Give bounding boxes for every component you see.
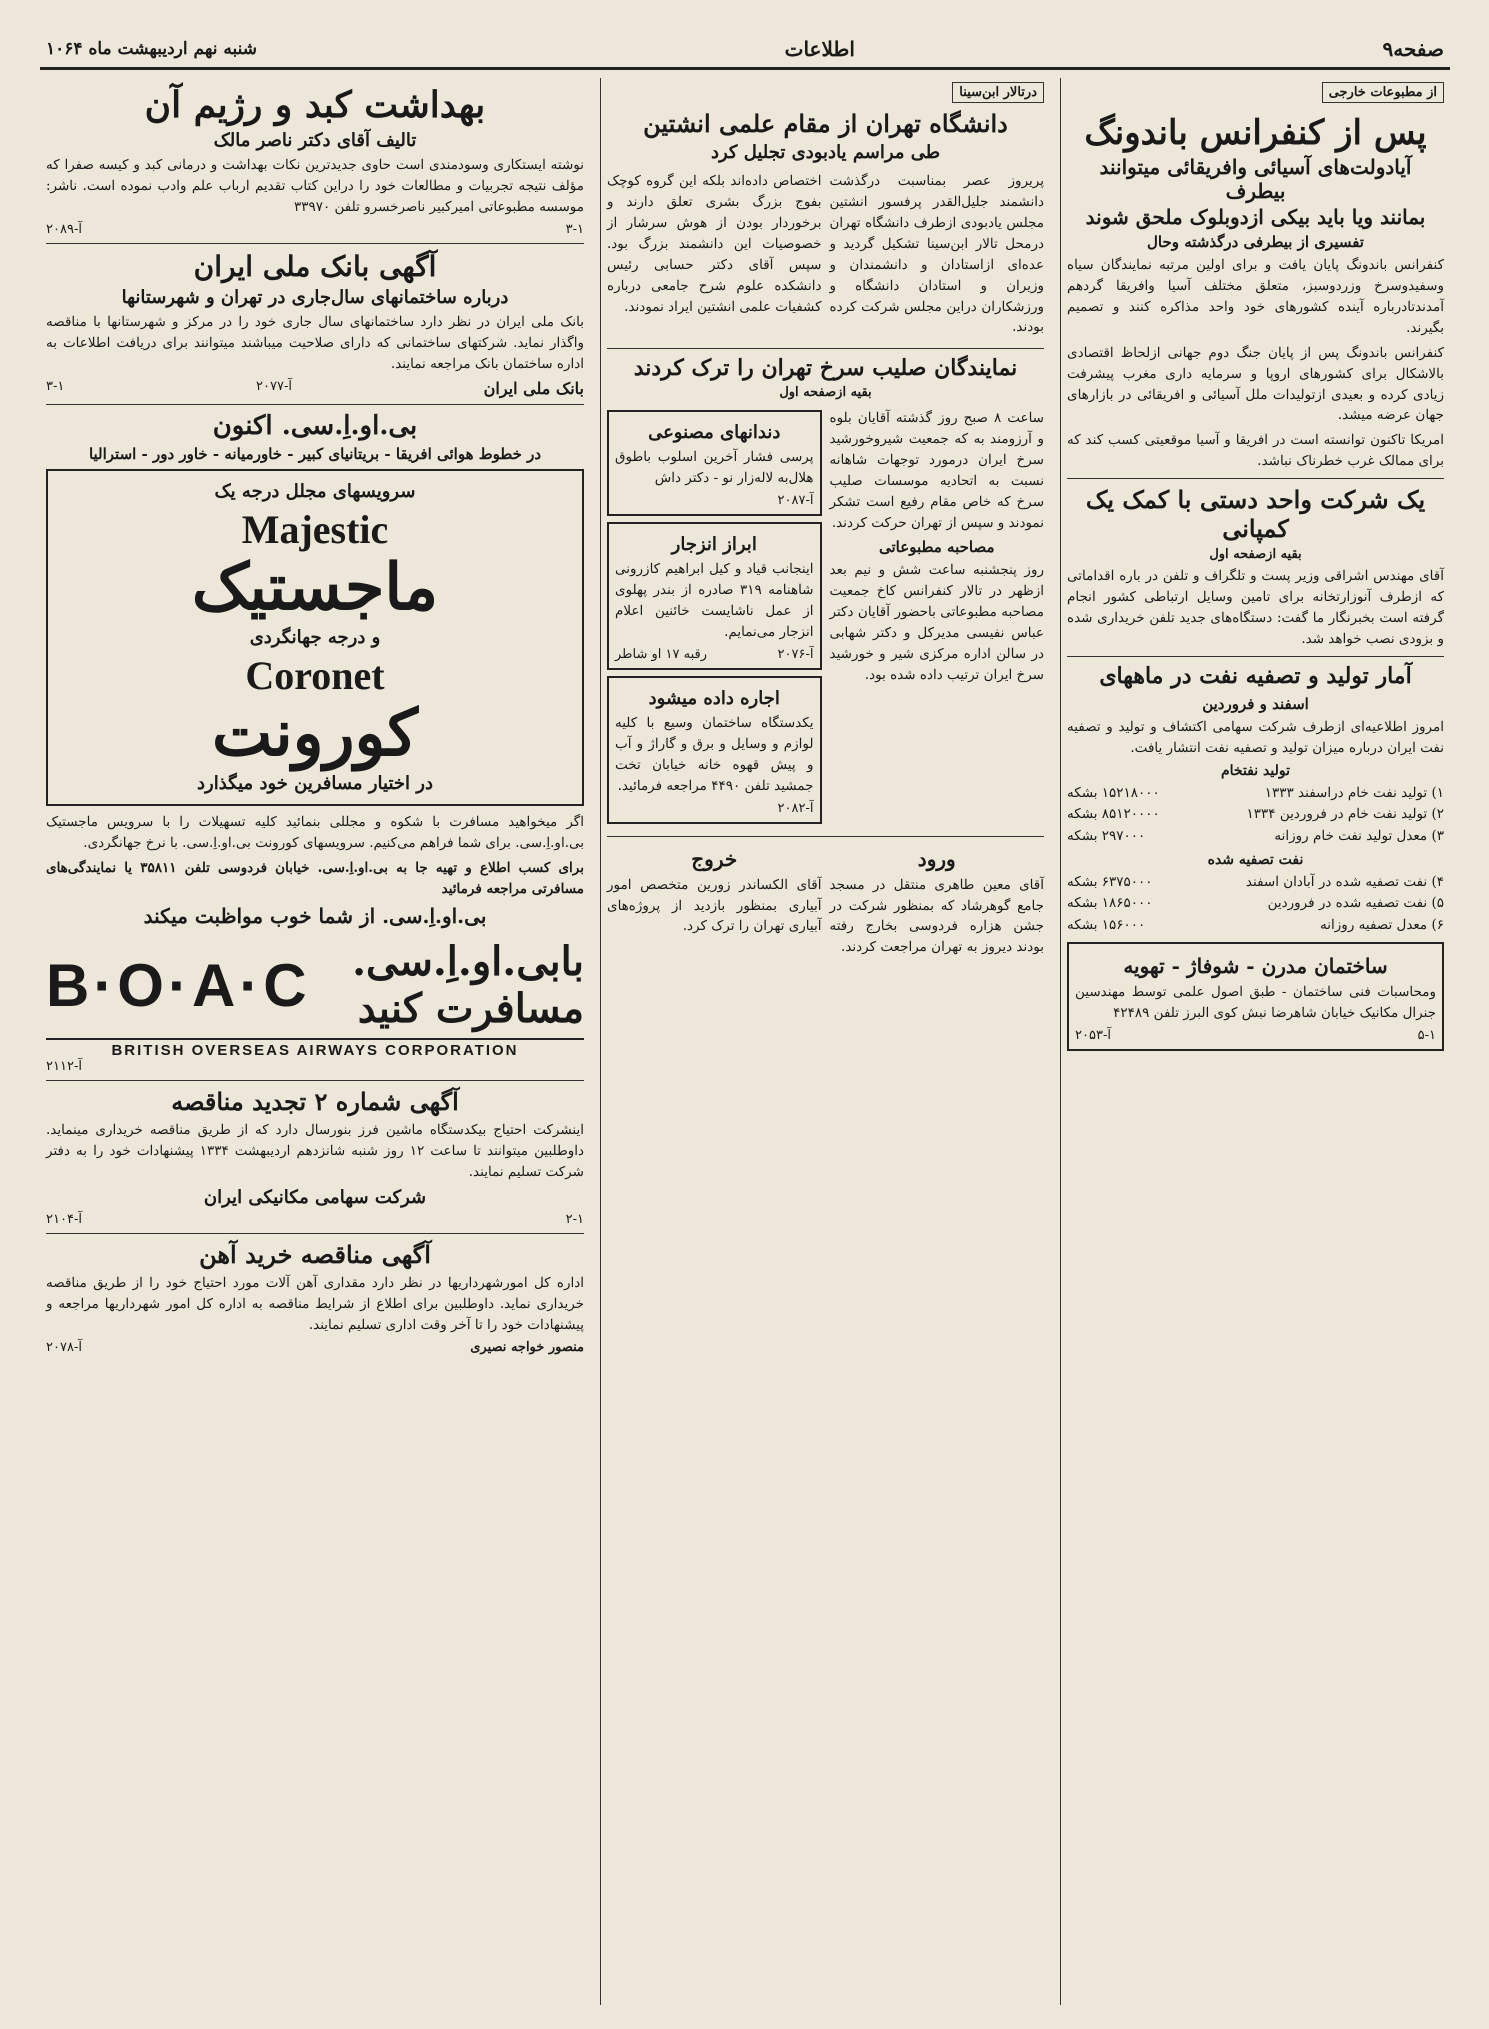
ad-code: آ-۲۱۰۴ — [46, 1211, 82, 1227]
boac-body: اگر میخواهید مسافرت با شکوه و مجللی بنمائید کلیه تسهیلات را با سرویس ماجستیک بی.او.اِ.سی. برای شما فراهم می‌کنیم. سرویسهای کورونت بی.او.اِ.سی. با نرخ جهانگردی. — [46, 814, 584, 852]
tender1-body: اینشرکت احتیاج بیکدستگاه ماشین فرز بنورسال دارد که از طریق مناقصه خریداری مینماید. داوطلبین میتوانند تا ساعت ۱۲ روز شنبه شانزدهم اردیبهشت ۱۳۳۴ پیشنهادات خود را به دفتر شرکت تسلیم نمایند. — [46, 1122, 585, 1180]
tender2-title: آگهی مناقصه خرید آهن — [199, 1239, 431, 1269]
departures-title: خروج — [691, 846, 738, 871]
dentures-text: پرسی فشار آخرین اسلوب باطوق هلال‌به لاله‌زار نو - دکتر داش — [615, 449, 814, 487]
boac-headline: بی.او.اِ.سی. اکنون — [212, 410, 418, 441]
majestic-caption: سرویسهای مجلل درجه یک — [214, 480, 416, 502]
ad-code: آ-۲۰۷۶ — [777, 646, 814, 662]
coronet-logo: Coronet — [245, 652, 385, 698]
rent-text: یکدستگاه ساختمان وسیع با کلیه لوازم و وسایل و برق و گاراژ و آب و پیش قهوه خانه خیابان تخت جمشید تلفن ۴۴۹۰ مراجعه فرمائید. — [615, 714, 814, 794]
divider — [607, 348, 1044, 349]
majestic-coronet-box — [46, 469, 584, 807]
einstein-body-right: پریروز عصر بمناسبت درگذشت دانشمند جلیل‌القدر پرفسور انشتین مجلس یادبودی ازطرف دانشگاه تهران درمحل تالار ابن‌سینا تشکیل گردید و عده‌ای ازاستادان و دانشمندان و وزیران و استادان دانشگاه و ورزشکاران دراین مجلس شرکت کرده بودند. — [829, 173, 1044, 336]
press-conference-body: روز پنجشنبه ساعت شش و نیم بعد ازظهر در تالار کنفرانس کاخ جمعیت مصاحبه مطبوعاتی باحضور آقایان دکتر عباس نفیسی مدیرکل و دکتر شهابی در سالن اداره مرکزی شیر و خورشید سرخ ایران ترتیب داده شده بود. — [829, 561, 1044, 683]
boac-corporation: BRITISH OVERSEAS AIRWAYS CORPORATION — [46, 1038, 584, 1059]
boac-logo: B·O·A·C — [46, 951, 311, 1019]
divider — [46, 1233, 584, 1234]
majestic-big: ماجستیک — [191, 549, 439, 625]
boac-fa-slogan: بابی.او.اِ.سی. مسافرت کنید — [352, 938, 584, 1032]
einstein-body-left: اختصاص داده‌اند بلکه این گروه کوچک بفوج بزرگ بشری تعلق دارند و برخوردار بودن از هوش سرشار از خصوصیات این دانشمند بزرگ بود. سپس آقای دکتر حسابی رئیس دانشکده علوم شرح جامعی درباره کشفیات علمی انشتین ایراد نمودند. — [607, 173, 822, 315]
liver-book-author: تالیف آقای دکتر ناصر مالک — [213, 130, 417, 151]
ad-code: آ-۲۰۸۹ — [46, 221, 82, 237]
ad-code: ۳-۱ — [565, 221, 584, 237]
rent-title: اجاره داده میشود — [648, 687, 780, 709]
divider — [1067, 478, 1444, 479]
building-ad-title: ساختمان مدرن - شوفاژ - تهویه — [1123, 954, 1388, 979]
stats-row: ۳) معدل تولید نفت خام روزانه ۲۹۷۰۰۰ بشکه — [1067, 827, 1444, 844]
telecom-headline: یک شرکت واحد دستی با کمک یک کمپانی — [1085, 485, 1426, 544]
coronet-big: کورونت — [212, 695, 418, 771]
oil-stats-heading-crude: تولید نفتخام — [1220, 762, 1290, 779]
arrivals-title: ورود — [917, 846, 956, 871]
oil-stats-intro: امروز اطلاعیه‌ای ازطرف شرکت سهامی اکتشاف و تولید و تصفیه نفت ایران درباره میزان تولید و تصفیه نفت انتشار یافت. — [1067, 718, 1444, 756]
redcross-body: ساعت ۸ صبح روز گذشته آقایان بلوه و آرزومند به که جمعیت شیروخورشید سرخ ایران درمورد توجهات شاهانه نسبت به اتحادیه موسسات صلیب سرخ که خاص مقام رفیع است تشکر نمودند و سپس از تهران حرکت کردند. — [829, 410, 1044, 531]
rent-ad — [607, 676, 822, 824]
divider — [46, 243, 584, 244]
departures-body: آقای الکساندر زورین متخصص امور آبیاری بمنظور بازدید از پروژه‌های آبیاری تهران را ترک کرد. — [607, 876, 822, 935]
telecom-continued: بقیه ازصفحه اول — [1209, 547, 1302, 563]
column-left — [40, 78, 590, 2005]
ad-code: آ-۲۱۱۲ — [46, 1059, 82, 1074]
ad-code: ۲-۱ — [565, 1211, 584, 1227]
bandung-headline: پس از کنفرانس باندونگ — [1084, 113, 1427, 153]
redcross-continued: بقیه ازصفحه اول — [779, 385, 872, 401]
oil-stats-heading-refined: نفت تصفیه شده — [1207, 851, 1304, 868]
dentures-ad — [607, 410, 822, 516]
bandung-body-1: کنفرانس باندونگ پایان یافت و برای اولین مرتبه نمایندگان سیاه وسفیدوسرخ وزردوسبز، متعلق مختلف آسیا وافریقا گردهم آمدندتادرباره آینده کشورهای خود واحد مذاکره کنند و تصمیم بگیرند. — [1067, 257, 1444, 336]
divider — [607, 836, 1044, 837]
majestic-footer: در اختیار مسافرین خود میگذارد — [197, 773, 433, 795]
ad-code: آ-۲۰۸۷ — [777, 493, 814, 509]
ad-code: ۳-۱ — [46, 378, 65, 394]
divider — [46, 1080, 584, 1081]
boac-contact: برای کسب اطلاع و تهیه جا به بی.او.اِ.سی. خیابان فردوسی تلفن ۳۵۸۱۱ یا نمایندگی‌های مسافرتی مراجعه فرمائید — [46, 860, 585, 898]
stats-row: ۲) تولید نفت خام در فروردین ۱۳۳۴ ۸۵۱۲۰۰۰۰ بشکه — [1067, 806, 1444, 823]
bandung-kicker: تفسیری از بیطرفی درگذشته وحال — [1146, 233, 1364, 251]
section-label: از مطبوعات خارجی — [1322, 82, 1444, 103]
einstein-headline: دانشگاه تهران از مقام علمی انشتین — [643, 109, 1008, 138]
einstein-subhead: طی مراسم یادبودی تجلیل کرد — [710, 142, 941, 163]
boac-routes: در خطوط هوائی افریقا - بریتانیای کبیر - خاورمیانه - خاور دور - استرالیا — [88, 444, 542, 463]
bandung-subhead-1: آیادولت‌های آسیائی وافریقائی میتوانند بیطرف — [1099, 155, 1412, 203]
tender2-sign: منصور خواجه نصیری — [470, 1339, 584, 1355]
disavowal-ad — [607, 522, 822, 670]
bandung-subhead-2: بمانند ویا باید بیکی ازدوبلوک ملحق شوند — [1085, 205, 1426, 229]
ad-code: ۵-۱ — [1417, 1028, 1436, 1044]
bank-title: آگهی بانک ملی ایران — [193, 249, 437, 283]
coronet-caption: و درجه جهانگردی — [249, 626, 381, 648]
stats-row: ۱) تولید نفت خام دراسفند ۱۳۳۳ ۱۵۲۱۸۰۰۰ بشکه — [1067, 784, 1444, 801]
ad4-title: رقبه ۱۷ او شاطر — [615, 646, 708, 662]
building-ad — [1067, 942, 1444, 1051]
newspaper-page — [40, 30, 1450, 2005]
disavowal-text: اینجانب قیاد و کیل ابراهیم کازرونی شاهنامه ۳۱۹ صادره از بندر پهلوی از عمل ناشایست خائنین اعلام انزجار می‌نمایم. — [615, 561, 814, 640]
liver-book-headline: بهداشت کبد و رژیم آن — [144, 84, 486, 126]
divider — [46, 404, 584, 405]
liver-book-body: نوشته ایستکاری وسودمندی است حاوی جدیدترین نکات بهداشت و درمانی کبد و کیسه صفرا که مؤلف نتیجه تجربیات و مطالعات خود را دراین کتاب تقدیم ارباب علم وادب نموده است. ناشر: موسسه مطبوعاتی امیرکبیر ناصرخسرو تلفن ۳۳۹۷۰ — [46, 157, 584, 215]
stats-row: ۴) نفت تصفیه شده در آبادان اسفند ۶۳۷۵۰۰۰ بشکه — [1067, 873, 1444, 890]
oil-stats-subtitle: اسفند و فروردین — [1202, 694, 1309, 713]
stats-row: ۶) معدل تصفیه روزانه ۱۵۶۰۰۰ بشکه — [1067, 916, 1444, 933]
dentures-title: دندانهای مصنوعی — [648, 422, 781, 444]
building-ad-text: ومحاسبات فنی ساختمان - طبق اصول علمی توسط مهندسین جنرال مکانیک خیابان شاهرضا نبش کوی البرز تلفن ۴۲۴۸۹ — [1075, 984, 1436, 1022]
paper-name: اطلاعات — [784, 36, 855, 61]
column-middle — [600, 78, 1050, 2005]
tender1-title: آگهی شماره ۲ تجدید مناقصه — [171, 1087, 459, 1116]
column-right — [1060, 78, 1450, 2005]
ad-code: آ-۲۰۷۸ — [46, 1339, 82, 1355]
divider — [1067, 656, 1444, 657]
masthead — [40, 30, 1450, 70]
ad-code: آ-۲۰۵۳ — [1075, 1028, 1111, 1044]
telecom-body: آقای مهندس اشراقی وزیر پست و تلگراف و تلفن در باره اقداماتی که ازطرف آنوزارتخانه برای تامین وسایل ارتباطی کشور انجام گرفته است بخبرنگار ما گفت: دستگاه‌های جدید تلفن خریداری شده و بزودی نصب خواهد شد. — [1067, 568, 1444, 647]
section-label: درتالار ابن‌سینا — [952, 82, 1044, 103]
stats-row: ۵) نفت تصفیه شده در فروردین ۱۸۶۵۰۰۰ بشکه — [1067, 895, 1444, 912]
majestic-logo: Majestic — [241, 506, 389, 552]
bank-sign: بانک ملی ایران — [483, 378, 584, 398]
press-conference-head: مصاحبه مطبوعاتی — [879, 537, 995, 556]
ad-code: آ-۲۰۸۲ — [777, 800, 814, 816]
boac-logo-row — [46, 932, 584, 1038]
tender2-body: اداره کل امورشهرداریها در نظر دارد مقداری آهن آلات مورد احتیاج خود را از طریق مناقصه خریداری نماید. داوطلبین برای اطلاع از شرایط مناقصه به اداره کل امور شهرداریها مراجعه و پیشنهادات خود را تا آخر وقت اداری تسلیم نمایند. — [46, 1274, 584, 1333]
bandung-body-3: امریکا تاکنون توانسته است در افریقا و آسیا موقعیتی کسب کند که برای ممالک غرب خطرناک نباشد. — [1067, 432, 1444, 470]
tender1-sign: شرکت سهامی مکانیکی ایران — [203, 1186, 427, 1208]
ad-code: آ-۲۰۷۷ — [256, 378, 292, 394]
disavowal-title: ابراز انزجار — [671, 534, 757, 556]
oil-stats-title: آمار تولید و تصفیه نفت در ماههای — [1099, 662, 1412, 689]
page-number: صفحه۹ — [1382, 36, 1444, 61]
bandung-body-2: کنفرانس باندونگ پس از پایان جنگ دوم جهانی ازلحاظ اقتصادی بالاشکال برای کشورهای اروپا و سرمایه داری مغرب پیشرفت زیادی کرده و بعیدی ازتولیدات ملل آسیائی و افریقائی در بازارهای جهان عرضه میشد. — [1067, 344, 1444, 424]
redcross-headline: نمایندگان صلیب سرخ تهران را ترک کردند — [633, 355, 1018, 382]
issue-date: شنبه نهم اردیبهشت ماه ۱۰۶۴ — [46, 38, 257, 59]
bank-subtitle: درباره ساختمانهای سال‌جاری در تهران و شهرستانها — [121, 286, 509, 308]
boac-care: بی.او.اِ.سی. از شما خوب مواظبت میکند — [143, 904, 487, 928]
bank-body: بانک ملی ایران در نظر دارد ساختمانهای سال جاری خود را در مرکز و شهرستانها با مناقصه واگذار نماید. شرکتهای ساختمانی که دارای صلاحیت میباشند میتوانند برای دریافت اطلاعات به اداره ساختمان بانک مراجعه نمایند. — [46, 313, 584, 372]
arrivals-body: آقای معین طاهری منتقل در مسجد جامع گوهرشاد که بمنظور شرکت در جشن هزاره فردوسی بخارج رفته بودند دیروز به تهران مراجعت کردند. — [829, 876, 1044, 956]
